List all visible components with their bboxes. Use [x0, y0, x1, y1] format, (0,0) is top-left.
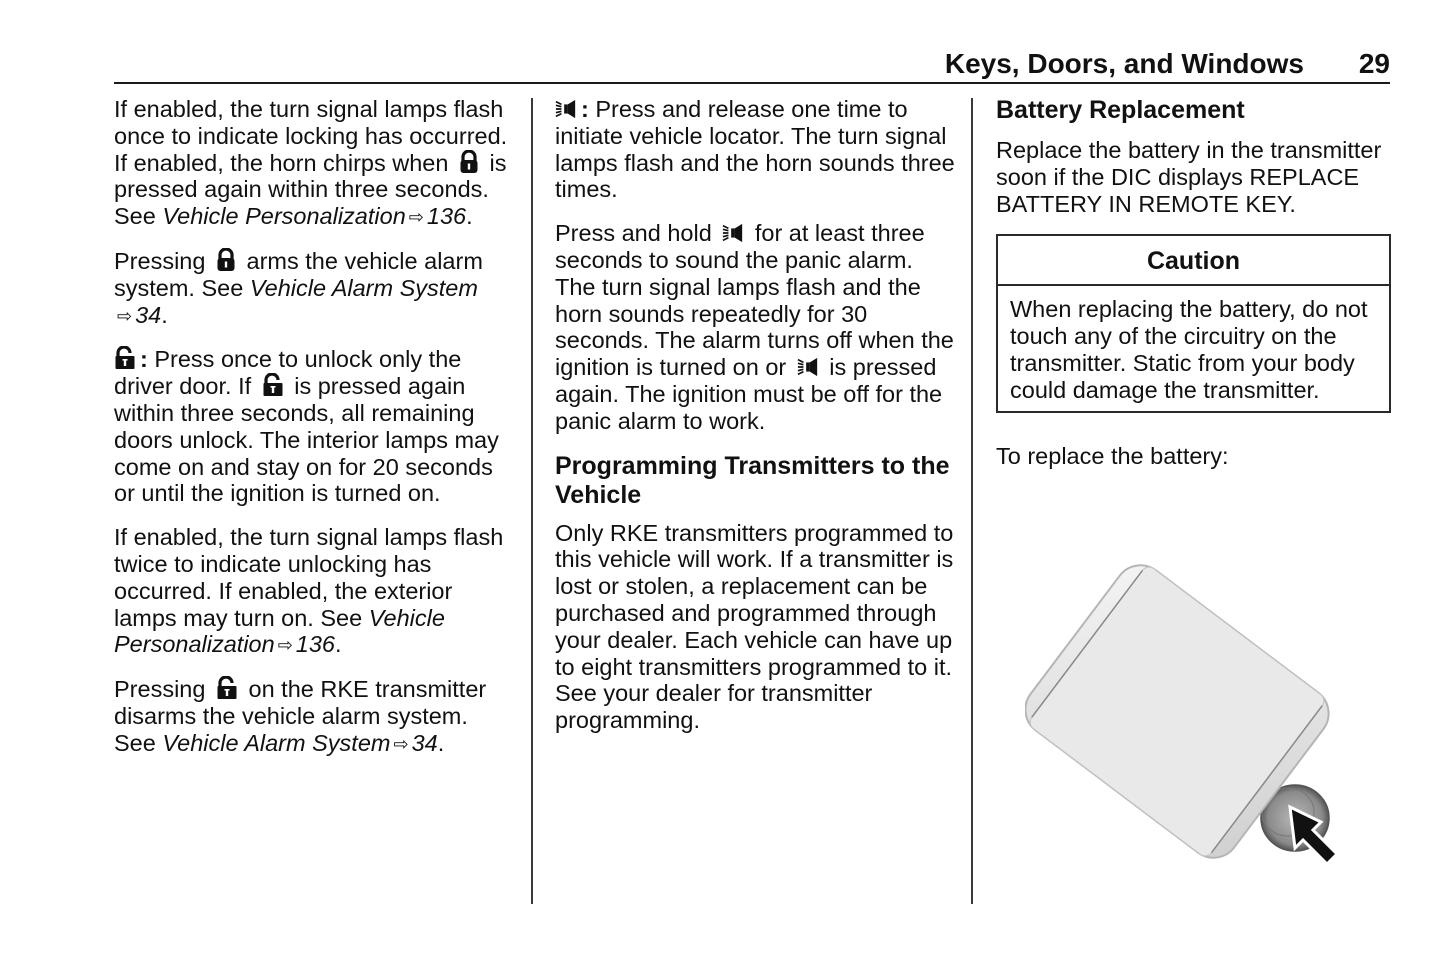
paragraph: Replace the battery in the transmitter soon if the DIC displays REPLACE BATTERY IN REMOTE KEY.	[996, 137, 1382, 217]
unlock-icon	[216, 676, 238, 700]
page-reference[interactable]: 34	[135, 301, 162, 328]
vehicle-locator-horn-icon	[555, 98, 577, 120]
paragraph: Only RKE transmitters programmed to this vehicle will work. If a transmitter is lost or stolen, a replacement can be purchased and programmed through your dealer. Each vehicle can have up to eight transmitters programmed to it. See your dealer for transmitter programming.	[555, 519, 954, 734]
cross-reference-link[interactable]: Vehicle Alarm System	[162, 729, 391, 756]
cross-reference-link[interactable]: Vehicle Personalization	[114, 604, 445, 658]
paragraph: : Press once to unlock only the driver door. If is pressed again within three seconds, all remaining doors unlock. The interior lamps may come on and stay on for 20 seconds or until the ignition is turned on.	[114, 346, 499, 507]
vehicle-locator-horn-icon	[797, 356, 819, 378]
section-title: Keys, Doors, and Windows	[944, 48, 1304, 79]
column-2	[555, 96, 955, 751]
page-reference[interactable]: 136	[295, 631, 335, 658]
page-arrow-icon: ⇨	[277, 635, 293, 656]
unlock-icon	[114, 346, 136, 370]
cross-reference-link[interactable]: Vehicle Alarm System	[249, 274, 478, 301]
paragraph: If enabled, the turn signal lamps flash once to indicate locking has occurred. If enabled, the horn chirps when is pressed again within three seconds. See Vehicle Personalization ⇨ 136.	[114, 96, 508, 230]
paragraph: : Press and release one time to initiate vehicle locator. The turn signal lamps flash and the horn sounds three times.	[555, 96, 955, 203]
section-heading: Battery Replacement	[996, 96, 1245, 124]
paragraph: To replace the battery:	[996, 443, 1229, 470]
lock-icon	[459, 150, 479, 174]
page-arrow-icon: ⇨	[393, 733, 409, 754]
caution-body: When replacing the battery, do not touch any of the circuitry on the transmitter. Static from your body could damage the transmitter.	[1010, 296, 1368, 403]
column-divider	[531, 98, 533, 904]
page-arrow-icon: ⇨	[408, 207, 424, 228]
caution-box	[996, 234, 1391, 413]
lock-icon	[216, 248, 236, 272]
page-arrow-icon: ⇨	[117, 305, 133, 326]
paragraph: If enabled, the turn signal lamps flash twice to indicate unlocking has occurred. If enabled, the exterior lamps may turn on. See Vehicle Personalization ⇨ 136.	[114, 524, 504, 658]
paragraph: Press and hold for at least three seconds to sound the panic alarm. The turn signal lamps flash and the horn sounds repeatedly for 30 seconds. The alarm turns off when the ignition is turned on or is pressed again. The ignition must be off for the panic alarm to work.	[555, 220, 954, 434]
section-heading: Programming Transmitters to the Vehicle	[555, 451, 950, 509]
page-header	[114, 46, 1390, 84]
unlock-icon	[262, 373, 284, 397]
paragraph: Pressing arms the vehicle alarm system. See Vehicle Alarm System ⇨ 34.	[114, 247, 483, 328]
caution-title: Caution	[998, 236, 1389, 286]
key-fob-icon	[1025, 560, 1339, 868]
column-divider	[971, 98, 973, 904]
key-fob-illustration	[1025, 560, 1355, 880]
column-3	[996, 96, 1391, 487]
vehicle-locator-horn-icon	[722, 222, 744, 244]
paragraph: Pressing on the RKE transmitter disarms the vehicle alarm system. See Vehicle Alarm System ⇨ 34.	[114, 676, 487, 756]
page-reference[interactable]: 34	[411, 729, 438, 756]
cross-reference-link[interactable]: Vehicle Personalization	[162, 203, 406, 230]
column-1	[114, 96, 514, 775]
page-number: 29	[1358, 48, 1390, 79]
page-reference[interactable]: 136	[426, 203, 467, 230]
